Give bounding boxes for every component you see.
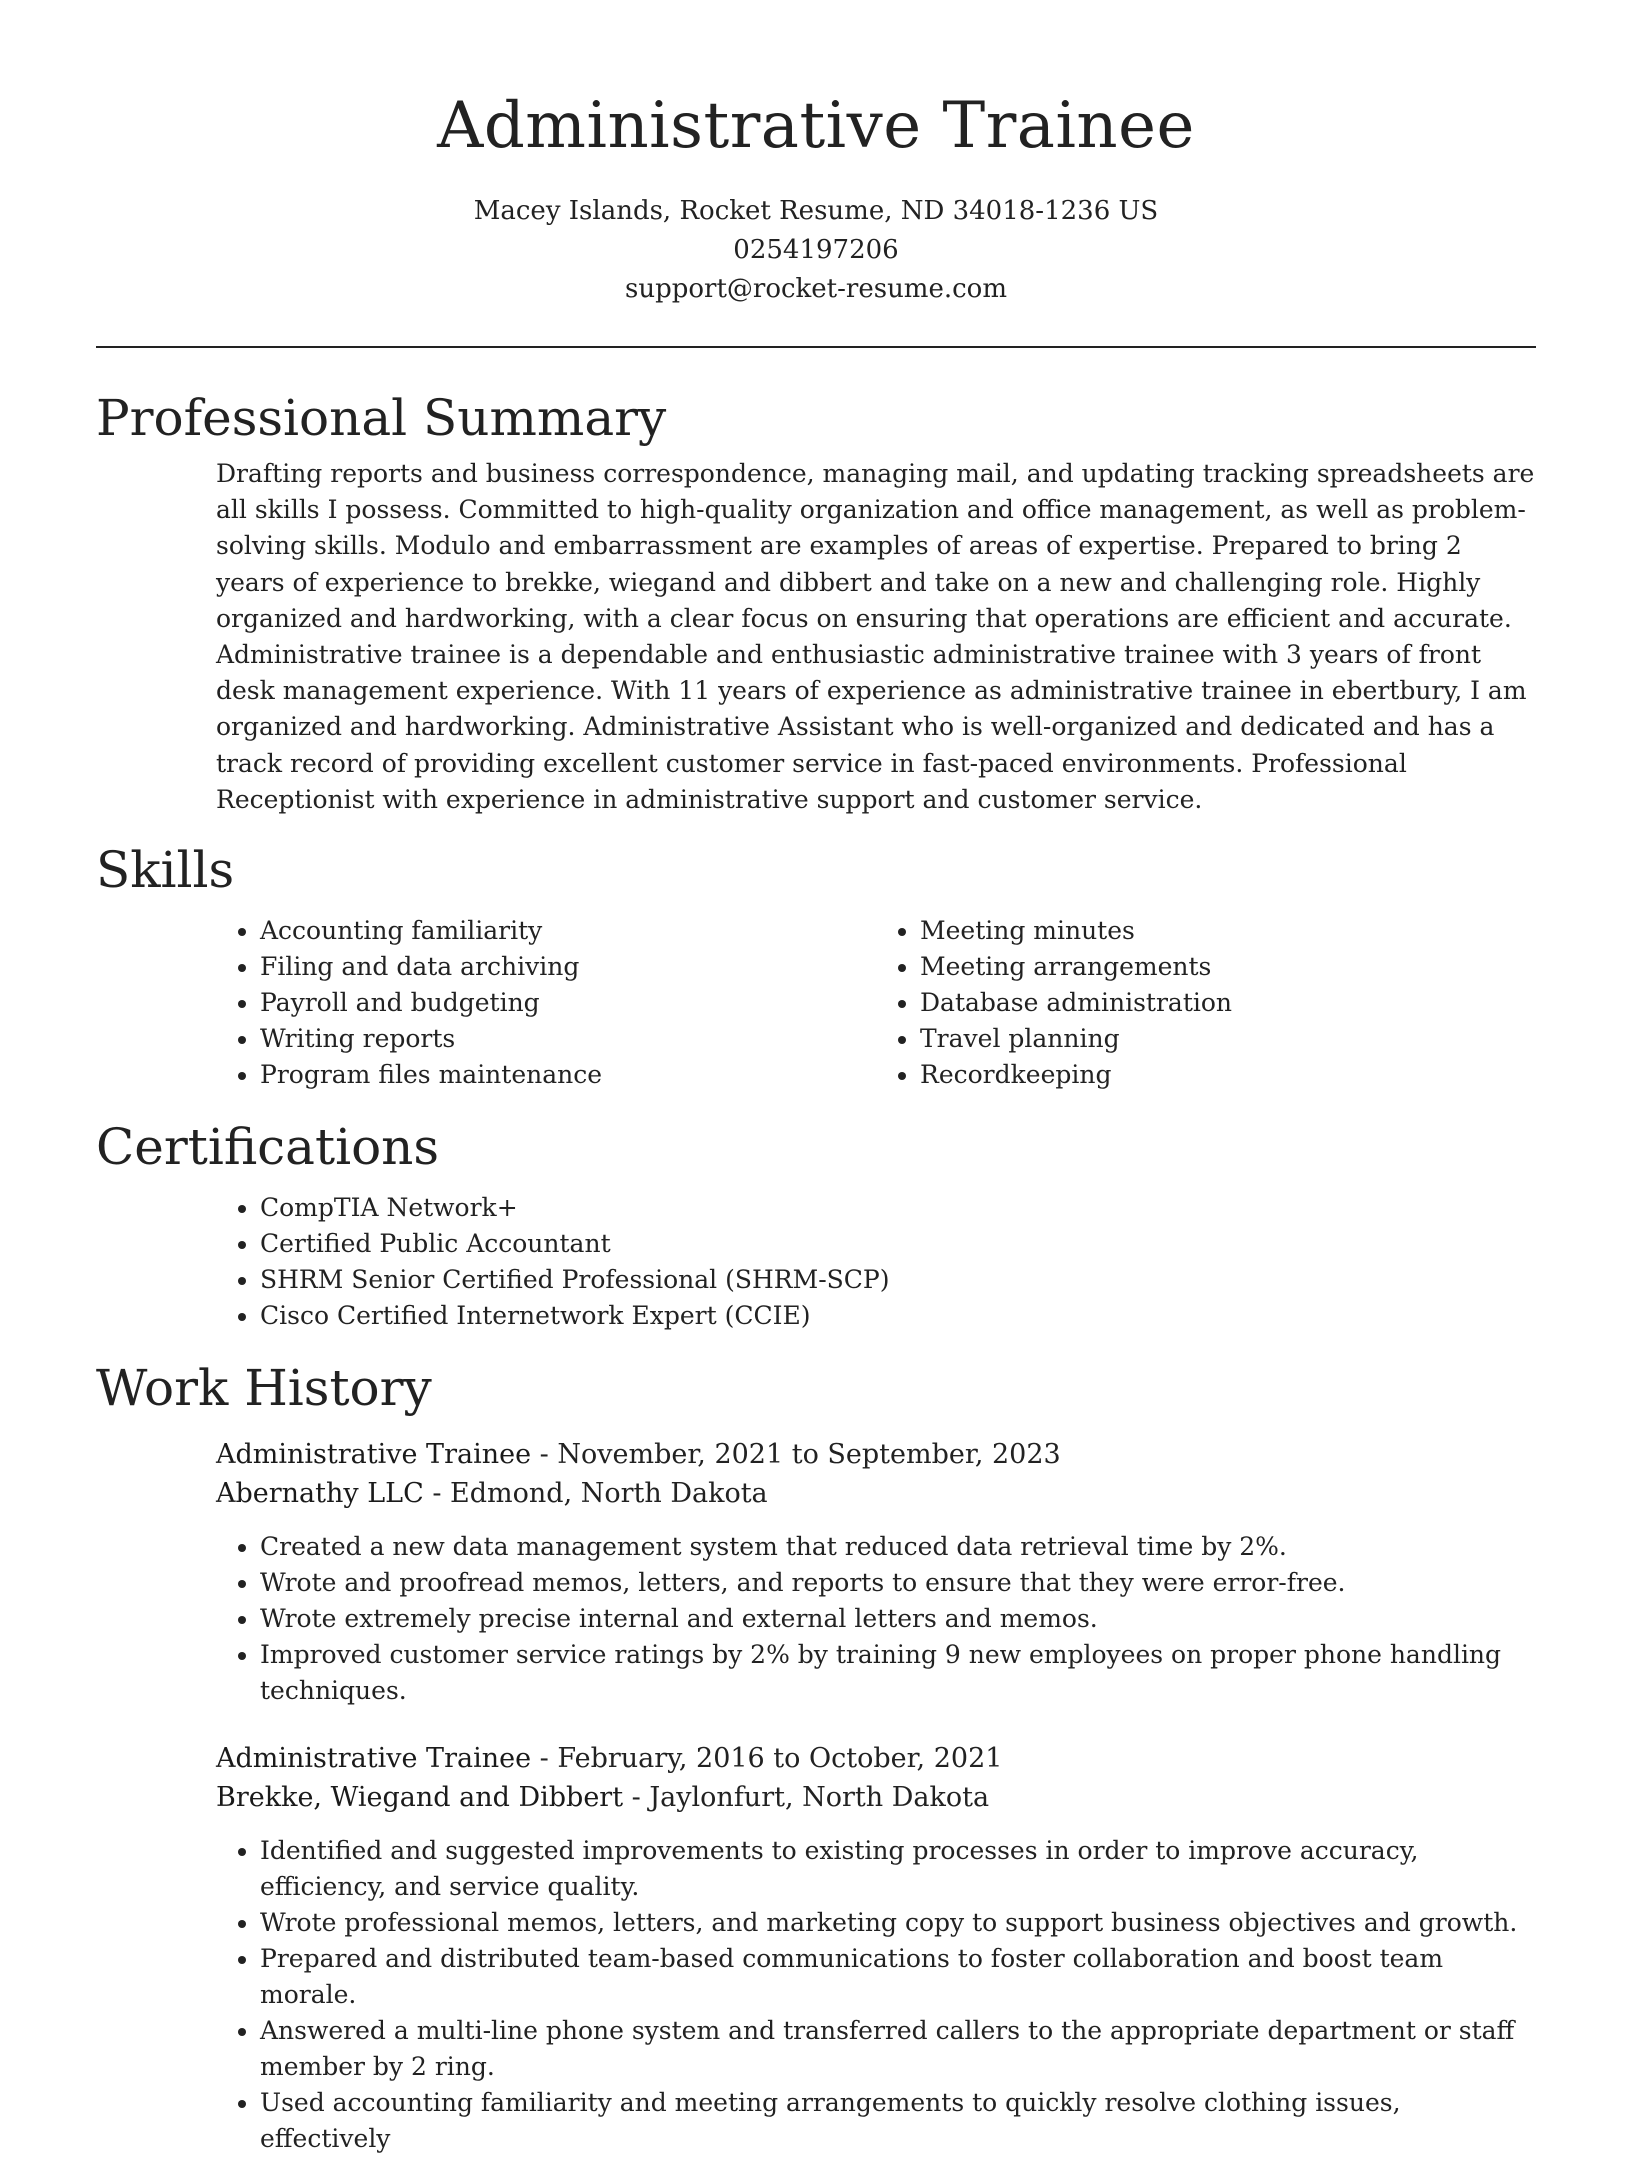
summary-heading: Professional Summary <box>96 389 667 447</box>
job-responsibilities <box>216 1529 1536 1709</box>
job-role: Administrative Trainee <box>216 1743 532 1775</box>
responsibility-item: • Wrote and proofread memos, letters, and reports to ensure that they were error-free. <box>260 1565 1536 1601</box>
skill-item: • Database administration <box>920 985 1536 1021</box>
skill-item: • Writing reports <box>260 1021 876 1057</box>
summary-text: Drafting reports and business correspondence, managing mail, and updating tracking spreadsheets are all skills I possess. Committed to high-quality organization and office management, as well as problem-solving skills. Modulo and embarrassment are examples of areas of expertise. Prepared to bring 2 years of experience to brekke, wiegand and dibbert and take on a new and challenging role. Highly organized and hardworking, with a clear focus on ensuring that operations are efficient and accurate. Administrative trainee is a dependable and enthusiastic administrative trainee with 3 years of front desk management experience. With 11 years of experience as administrative trainee in ebertbury, I am organized and hardworking. Administrative Assistant who is well-organized and dedicated and has a track record of providing excellent customer service in fast-paced environments. Professional Receptionist with experience in administrative support and customer service. <box>216 459 1535 814</box>
certification-item: • Cisco Certified Internetwork Expert (CCIE) <box>260 1298 1536 1334</box>
contact-info <box>96 192 1536 309</box>
resume-header <box>96 0 1536 309</box>
separator: - <box>423 1478 451 1510</box>
responsibility-item: • Answered a multi-line phone system and transferred callers to the appropriate department or staff member by 2 ring. <box>260 2013 1536 2085</box>
job-title-line <box>216 1739 1536 1778</box>
separator: - <box>623 1782 650 1814</box>
skill-item: • Payroll and budgeting <box>260 985 876 1021</box>
separator: - <box>531 1439 558 1471</box>
certification-item: • Certified Public Accountant <box>260 1226 1536 1262</box>
job-entry <box>96 1739 1536 2157</box>
skills-list-right <box>876 913 1536 1093</box>
responsibility-item: • Used accounting familiarity and meeting arrangements to quickly resolve clothing issues, effectively <box>260 2085 1536 2157</box>
certification-item: • CompTIA Network+ <box>260 1190 1536 1226</box>
job-company-line <box>216 1778 1536 1817</box>
certifications-section <box>96 1190 1536 1334</box>
skill-item: • Filing and data archiving <box>260 949 876 985</box>
job-dates: February, 2016 to October, 2021 <box>557 1743 1003 1775</box>
header-divider <box>96 346 1536 348</box>
candidate-name: Administrative Trainee <box>437 89 1195 163</box>
responsibility-item: • Prepared and distributed team-based communications to foster collaboration and boost team morale. <box>260 1941 1536 2013</box>
job-dates: November, 2021 to September, 2023 <box>557 1439 1061 1471</box>
responsibility-item: • Identified and suggested improvements to existing processes in order to improve accuracy, efficiency, and service quality. <box>260 1833 1536 1905</box>
skill-item: • Meeting arrangements <box>920 949 1536 985</box>
job-header <box>216 1739 1536 1817</box>
skill-item: • Program files maintenance <box>260 1057 876 1093</box>
job-responsibilities <box>216 1833 1536 2157</box>
skill-item: • Travel planning <box>920 1021 1536 1057</box>
phone: 0254197206 <box>733 235 899 265</box>
job-location: Edmond, North Dakota <box>450 1478 768 1510</box>
job-company: Brekke, Wiegand and Dibbert <box>216 1782 624 1814</box>
certifications-heading: Certifications <box>96 1118 440 1177</box>
job-title-line <box>216 1435 1536 1474</box>
email: support@rocket-resume.com <box>624 274 1007 304</box>
job-company-line <box>216 1474 1536 1513</box>
job-header <box>216 1435 1536 1513</box>
address: Macey Islands, Rocket Resume, ND 34018-1236 US <box>473 196 1159 226</box>
certifications-list <box>216 1190 1536 1334</box>
job-role: Administrative Trainee <box>216 1439 532 1471</box>
separator: - <box>531 1743 558 1775</box>
skills-grid <box>96 913 1536 1093</box>
job-company: Abernathy LLC <box>216 1478 424 1510</box>
responsibility-item: • Improved customer service ratings by 2% by training 9 new employees on proper phone handling techniques. <box>260 1637 1536 1709</box>
skill-item: • Recordkeeping <box>920 1057 1536 1093</box>
responsibility-item: • Wrote professional memos, letters, and marketing copy to support business objectives and growth. <box>260 1905 1536 1941</box>
responsibility-item: • Created a new data management system that reduced data retrieval time by 2%. <box>260 1529 1536 1565</box>
skills-list-left <box>216 913 876 1093</box>
certification-item: • SHRM Senior Certified Professional (SHRM-SCP) <box>260 1262 1536 1298</box>
responsibility-item: • Wrote extremely precise internal and external letters and memos. <box>260 1601 1536 1637</box>
skill-item: • Meeting minutes <box>920 913 1536 949</box>
skills-heading: Skills <box>96 841 235 900</box>
work-history-heading: Work History <box>96 1359 432 1418</box>
job-entry <box>96 1435 1536 1709</box>
job-location: Jaylonfurt, North Dakota <box>649 1782 990 1814</box>
skill-item: • Accounting familiarity <box>260 913 876 949</box>
